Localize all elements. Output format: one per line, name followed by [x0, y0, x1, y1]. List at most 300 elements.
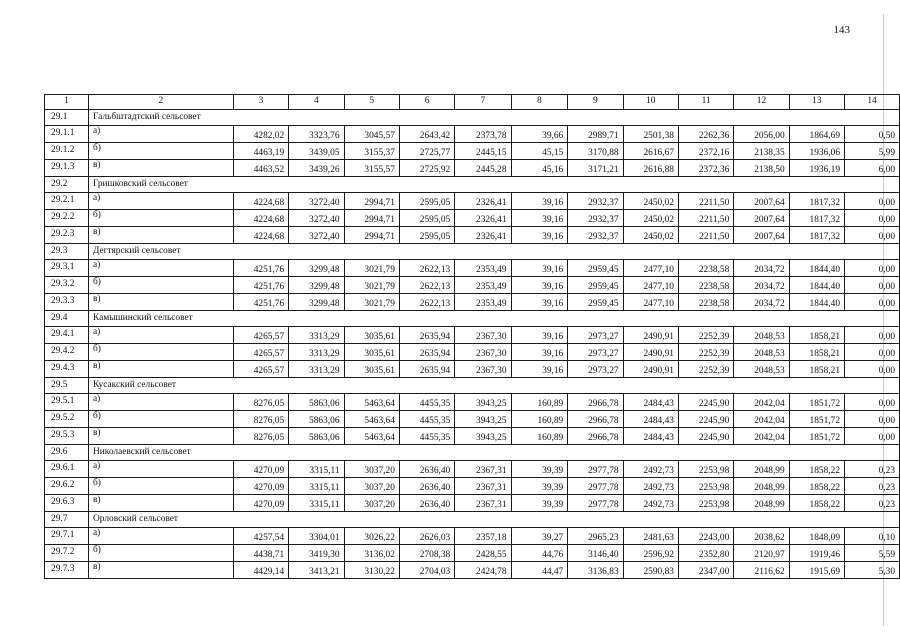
value-cell: 2042,04: [734, 428, 789, 445]
section-row: [45, 512, 900, 528]
value-cell: 45,16: [511, 160, 568, 177]
value-cell: 3136,02: [344, 545, 399, 562]
value-cell: 2989,71: [568, 126, 623, 143]
value-cell: 2616,67: [623, 143, 678, 160]
section-row: [45, 378, 900, 394]
value-cell: 2994,71: [344, 193, 399, 210]
value-cell: 2932,37: [568, 210, 623, 227]
value-cell: 2616,88: [623, 160, 678, 177]
value-cell: 1858,22: [789, 461, 844, 478]
row-label: а): [89, 394, 234, 411]
value-cell: 2048,53: [734, 327, 789, 344]
table-row: [45, 495, 900, 512]
row-label: б): [89, 344, 234, 361]
value-cell: 2636,40: [399, 495, 454, 512]
value-cell: 2965,23: [568, 528, 623, 545]
value-cell: 2636,40: [399, 478, 454, 495]
value-cell: 2056,00: [734, 126, 789, 143]
value-cell: 3155,57: [344, 160, 399, 177]
section-code: 29.1: [45, 110, 89, 126]
value-cell: 39,16: [511, 210, 568, 227]
value-cell: 2959,45: [568, 294, 623, 311]
value-cell: 3419,30: [289, 545, 344, 562]
table-row: [45, 193, 900, 210]
table-row: [45, 294, 900, 311]
value-cell: 2424,78: [455, 562, 511, 579]
row-code: 29.3.1: [45, 260, 89, 277]
value-cell: 3315,11: [289, 478, 344, 495]
value-cell: 8276,05: [233, 411, 288, 428]
row-code: 29.7.2: [45, 545, 89, 562]
section-title: Кусакский сельсовет: [89, 378, 900, 394]
value-cell: 2352,80: [678, 545, 733, 562]
value-cell: 2211,50: [678, 210, 733, 227]
column-number-cell: 4: [289, 95, 344, 110]
value-cell: 4265,57: [233, 344, 288, 361]
value-cell: 39,16: [511, 294, 568, 311]
value-cell: 39,16: [511, 277, 568, 294]
column-number-row: [45, 95, 900, 110]
column-number-cell: 1: [45, 95, 89, 110]
value-cell: 1851,72: [789, 428, 844, 445]
value-cell: 44,76: [511, 545, 568, 562]
value-cell: 3299,48: [289, 294, 344, 311]
value-cell: 2977,78: [568, 478, 623, 495]
value-cell: 1817,32: [789, 227, 844, 244]
table-row: [45, 528, 900, 545]
value-cell: 2590,83: [623, 562, 678, 579]
value-cell: 3304,01: [289, 528, 344, 545]
table-row: [45, 126, 900, 143]
row-code: 29.6.2: [45, 478, 89, 495]
value-cell: 2326,41: [455, 227, 511, 244]
value-cell: 5,99: [845, 143, 900, 160]
value-cell: 2490,91: [623, 327, 678, 344]
value-cell: 3272,40: [289, 227, 344, 244]
value-cell: 2326,41: [455, 193, 511, 210]
section-title: Орловский сельсовет: [89, 512, 900, 528]
value-cell: 4429,14: [233, 562, 288, 579]
value-cell: 2367,30: [455, 327, 511, 344]
value-cell: 4224,68: [233, 210, 288, 227]
value-cell: 2353,49: [455, 294, 511, 311]
section-row: [45, 177, 900, 193]
value-cell: 3943,25: [455, 411, 511, 428]
column-number-cell: 6: [399, 95, 454, 110]
value-cell: 2725,77: [399, 143, 454, 160]
section-title: Гальбштадтский сельсовет: [89, 110, 900, 126]
value-cell: 0,00: [845, 210, 900, 227]
value-cell: 3130,22: [344, 562, 399, 579]
page-number: 143: [833, 24, 850, 36]
value-cell: 2238,58: [678, 277, 733, 294]
section-title: Гришковский сельсовет: [89, 177, 900, 193]
value-cell: 3037,20: [344, 478, 399, 495]
row-label: в): [89, 294, 234, 311]
row-code: 29.7.3: [45, 562, 89, 579]
value-cell: 2048,53: [734, 344, 789, 361]
value-cell: 2138,50: [734, 160, 789, 177]
value-cell: 0,10: [845, 528, 900, 545]
value-cell: 39,27: [511, 528, 568, 545]
value-cell: 0,00: [845, 344, 900, 361]
row-label: в): [89, 160, 234, 177]
value-cell: 2373,78: [455, 126, 511, 143]
table-row: [45, 260, 900, 277]
value-cell: 2238,58: [678, 260, 733, 277]
value-cell: 5,59: [845, 545, 900, 562]
value-cell: 4224,68: [233, 193, 288, 210]
value-cell: 2973,27: [568, 327, 623, 344]
row-code: 29.6.3: [45, 495, 89, 512]
value-cell: 2245,90: [678, 394, 733, 411]
value-cell: 2048,99: [734, 495, 789, 512]
value-cell: 3035,61: [344, 361, 399, 378]
value-cell: 5863,06: [289, 428, 344, 445]
value-cell: 3136,83: [568, 562, 623, 579]
value-cell: 3439,26: [289, 160, 344, 177]
tariff-table: [44, 94, 900, 579]
row-code: 29.1.2: [45, 143, 89, 160]
value-cell: 39,66: [511, 126, 568, 143]
value-cell: 0,50: [845, 126, 900, 143]
column-number-cell: 3: [233, 95, 288, 110]
value-cell: 2484,43: [623, 428, 678, 445]
value-cell: 4455,35: [399, 394, 454, 411]
value-cell: 2635,94: [399, 361, 454, 378]
value-cell: 3037,20: [344, 461, 399, 478]
value-cell: 2932,37: [568, 227, 623, 244]
row-code: 29.2.1: [45, 193, 89, 210]
value-cell: 2450,02: [623, 210, 678, 227]
value-cell: 3272,40: [289, 210, 344, 227]
row-label: в): [89, 361, 234, 378]
value-cell: 2708,38: [399, 545, 454, 562]
value-cell: 5863,06: [289, 394, 344, 411]
value-cell: 2595,05: [399, 227, 454, 244]
value-cell: 2120,97: [734, 545, 789, 562]
value-cell: 2245,90: [678, 411, 733, 428]
row-code: 29.6.1: [45, 461, 89, 478]
value-cell: 0,00: [845, 277, 900, 294]
table-row: [45, 428, 900, 445]
row-label: в): [89, 495, 234, 512]
value-cell: 4251,76: [233, 260, 288, 277]
value-cell: 4251,76: [233, 294, 288, 311]
value-cell: 4265,57: [233, 361, 288, 378]
value-cell: 3021,79: [344, 294, 399, 311]
value-cell: 2477,10: [623, 260, 678, 277]
value-cell: 2966,78: [568, 428, 623, 445]
value-cell: 3026,22: [344, 528, 399, 545]
value-cell: 1936,06: [789, 143, 844, 160]
value-cell: 2357,18: [455, 528, 511, 545]
value-cell: 1817,32: [789, 193, 844, 210]
value-cell: 4270,09: [233, 461, 288, 478]
value-cell: 0,23: [845, 495, 900, 512]
value-cell: 1844,40: [789, 260, 844, 277]
value-cell: 2636,40: [399, 461, 454, 478]
value-cell: 2042,04: [734, 411, 789, 428]
table-row: [45, 411, 900, 428]
value-cell: 4438,71: [233, 545, 288, 562]
value-cell: 1817,32: [789, 210, 844, 227]
value-cell: 4463,52: [233, 160, 288, 177]
value-cell: 3313,29: [289, 344, 344, 361]
value-cell: 0,00: [845, 193, 900, 210]
section-code: 29.5: [45, 378, 89, 394]
value-cell: 39,16: [511, 327, 568, 344]
table-row: [45, 227, 900, 244]
row-code: 29.4.3: [45, 361, 89, 378]
row-label: а): [89, 126, 234, 143]
value-cell: 39,16: [511, 344, 568, 361]
value-cell: 2994,71: [344, 227, 399, 244]
value-cell: 3299,48: [289, 277, 344, 294]
row-code: 29.5.3: [45, 428, 89, 445]
value-cell: 2007,64: [734, 227, 789, 244]
value-cell: 2007,64: [734, 210, 789, 227]
value-cell: 2622,13: [399, 260, 454, 277]
row-code: 29.5.1: [45, 394, 89, 411]
row-code: 29.2.2: [45, 210, 89, 227]
value-cell: 4270,09: [233, 478, 288, 495]
value-cell: 2252,39: [678, 327, 733, 344]
value-cell: 1915,69: [789, 562, 844, 579]
value-cell: 2977,78: [568, 461, 623, 478]
table-row: [45, 277, 900, 294]
section-code: 29.7: [45, 512, 89, 528]
value-cell: 2048,99: [734, 478, 789, 495]
section-code: 29.4: [45, 311, 89, 327]
value-cell: 2490,91: [623, 344, 678, 361]
value-cell: 3299,48: [289, 260, 344, 277]
value-cell: 2973,27: [568, 344, 623, 361]
value-cell: 1858,22: [789, 495, 844, 512]
value-cell: 2492,73: [623, 495, 678, 512]
table-body: [45, 95, 900, 579]
value-cell: 2034,72: [734, 294, 789, 311]
value-cell: 2372,36: [678, 160, 733, 177]
value-cell: 2492,73: [623, 478, 678, 495]
value-cell: 2252,39: [678, 361, 733, 378]
column-number-cell: 5: [344, 95, 399, 110]
value-cell: 2007,64: [734, 193, 789, 210]
value-cell: 3315,11: [289, 495, 344, 512]
row-code: 29.4.2: [45, 344, 89, 361]
value-cell: 4270,09: [233, 495, 288, 512]
table-row: [45, 545, 900, 562]
value-cell: 3313,29: [289, 361, 344, 378]
row-label: б): [89, 545, 234, 562]
row-code: 29.3.2: [45, 277, 89, 294]
value-cell: 2973,27: [568, 361, 623, 378]
value-cell: 5,30: [845, 562, 900, 579]
table-row: [45, 478, 900, 495]
column-number-cell: 11: [678, 95, 733, 110]
column-number-cell: 2: [89, 95, 234, 110]
value-cell: 2253,98: [678, 478, 733, 495]
row-label: а): [89, 528, 234, 545]
value-cell: 44,47: [511, 562, 568, 579]
column-number-cell: 8: [511, 95, 568, 110]
row-code: 29.4.1: [45, 327, 89, 344]
section-row: [45, 244, 900, 260]
value-cell: 45,15: [511, 143, 568, 160]
value-cell: 1858,21: [789, 361, 844, 378]
value-cell: 4265,57: [233, 327, 288, 344]
value-cell: 2450,02: [623, 193, 678, 210]
value-cell: 2211,50: [678, 193, 733, 210]
value-cell: 2490,91: [623, 361, 678, 378]
value-cell: 2372,16: [678, 143, 733, 160]
value-cell: 1858,21: [789, 344, 844, 361]
row-label: б): [89, 143, 234, 160]
column-number-cell: 14: [845, 95, 900, 110]
row-code: 29.5.2: [45, 411, 89, 428]
value-cell: 3155,37: [344, 143, 399, 160]
section-code: 29.6: [45, 445, 89, 461]
value-cell: 4455,35: [399, 428, 454, 445]
value-cell: 2116,62: [734, 562, 789, 579]
section-row: [45, 311, 900, 327]
value-cell: 2042,04: [734, 394, 789, 411]
value-cell: 2492,73: [623, 461, 678, 478]
value-cell: 1919,46: [789, 545, 844, 562]
value-cell: 2048,53: [734, 361, 789, 378]
value-cell: 3021,79: [344, 277, 399, 294]
value-cell: 3272,40: [289, 193, 344, 210]
value-cell: 2484,43: [623, 411, 678, 428]
value-cell: 2253,98: [678, 461, 733, 478]
value-cell: 2034,72: [734, 260, 789, 277]
value-cell: 2445,15: [455, 143, 511, 160]
value-cell: 2238,58: [678, 294, 733, 311]
section-row: [45, 110, 900, 126]
table-row: [45, 344, 900, 361]
value-cell: 2253,98: [678, 495, 733, 512]
value-cell: 3021,79: [344, 260, 399, 277]
value-cell: 3045,57: [344, 126, 399, 143]
value-cell: 5463,64: [344, 428, 399, 445]
value-cell: 2445,28: [455, 160, 511, 177]
value-cell: 1858,21: [789, 327, 844, 344]
value-cell: 2428,55: [455, 545, 511, 562]
value-cell: 2635,94: [399, 344, 454, 361]
row-label: а): [89, 193, 234, 210]
row-label: в): [89, 428, 234, 445]
value-cell: 2038,62: [734, 528, 789, 545]
section-title: Дегтярский сельсовет: [89, 244, 900, 260]
value-cell: 2243,00: [678, 528, 733, 545]
value-cell: 160,89: [511, 411, 568, 428]
value-cell: 3943,25: [455, 394, 511, 411]
value-cell: 3146,40: [568, 545, 623, 562]
value-cell: 4251,76: [233, 277, 288, 294]
value-cell: 0,00: [845, 327, 900, 344]
value-cell: 2367,31: [455, 495, 511, 512]
value-cell: 0,00: [845, 294, 900, 311]
section-row: [45, 445, 900, 461]
value-cell: 2932,37: [568, 193, 623, 210]
value-cell: 39,39: [511, 495, 568, 512]
value-cell: 0,23: [845, 478, 900, 495]
value-cell: 2595,05: [399, 193, 454, 210]
value-cell: 3035,61: [344, 327, 399, 344]
value-cell: 2048,99: [734, 461, 789, 478]
value-cell: 1864,69: [789, 126, 844, 143]
value-cell: 0,23: [845, 461, 900, 478]
row-code: 29.7.1: [45, 528, 89, 545]
value-cell: 3315,11: [289, 461, 344, 478]
value-cell: 4224,68: [233, 227, 288, 244]
value-cell: 2245,90: [678, 428, 733, 445]
value-cell: 2367,30: [455, 344, 511, 361]
row-label: в): [89, 562, 234, 579]
row-label: а): [89, 260, 234, 277]
value-cell: 160,89: [511, 428, 568, 445]
value-cell: 5463,64: [344, 411, 399, 428]
value-cell: 2367,31: [455, 461, 511, 478]
value-cell: 1848,09: [789, 528, 844, 545]
value-cell: 2994,71: [344, 210, 399, 227]
table-row: [45, 210, 900, 227]
value-cell: 6,00: [845, 160, 900, 177]
value-cell: 2595,05: [399, 210, 454, 227]
value-cell: 39,16: [511, 361, 568, 378]
value-cell: 0,00: [845, 260, 900, 277]
value-cell: 4282,02: [233, 126, 288, 143]
value-cell: 1844,40: [789, 294, 844, 311]
value-cell: 160,89: [511, 394, 568, 411]
value-cell: 1851,72: [789, 411, 844, 428]
value-cell: 39,16: [511, 193, 568, 210]
value-cell: 2622,13: [399, 294, 454, 311]
value-cell: 3943,25: [455, 428, 511, 445]
value-cell: 2252,39: [678, 344, 733, 361]
value-cell: 39,16: [511, 227, 568, 244]
value-cell: 39,16: [511, 260, 568, 277]
value-cell: 3035,61: [344, 344, 399, 361]
value-cell: 0,00: [845, 227, 900, 244]
row-code: 29.1.1: [45, 126, 89, 143]
value-cell: 2596,92: [623, 545, 678, 562]
value-cell: 8276,05: [233, 428, 288, 445]
value-cell: 2353,49: [455, 277, 511, 294]
value-cell: 2959,45: [568, 260, 623, 277]
value-cell: 3439,05: [289, 143, 344, 160]
row-label: а): [89, 461, 234, 478]
value-cell: 2959,45: [568, 277, 623, 294]
value-cell: 0,00: [845, 394, 900, 411]
value-cell: 3313,29: [289, 327, 344, 344]
value-cell: 0,00: [845, 361, 900, 378]
value-cell: 2477,10: [623, 294, 678, 311]
value-cell: 3323,76: [289, 126, 344, 143]
value-cell: 3170,88: [568, 143, 623, 160]
row-label: б): [89, 411, 234, 428]
value-cell: 0,00: [845, 428, 900, 445]
value-cell: 5863,06: [289, 411, 344, 428]
table-row: [45, 394, 900, 411]
value-cell: 2367,31: [455, 478, 511, 495]
value-cell: 2966,78: [568, 394, 623, 411]
value-cell: 39,39: [511, 461, 568, 478]
column-number-cell: 12: [734, 95, 789, 110]
value-cell: 3413,21: [289, 562, 344, 579]
section-code: 29.2: [45, 177, 89, 193]
value-cell: 2501,38: [623, 126, 678, 143]
